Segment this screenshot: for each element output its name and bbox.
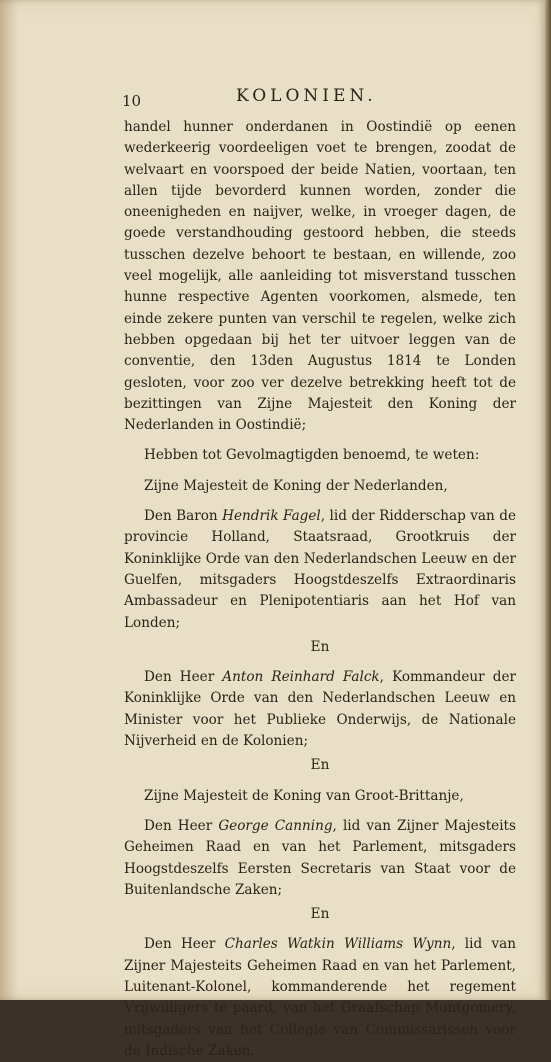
running-title: KOLONIEN. xyxy=(236,86,377,106)
page-edge xyxy=(545,0,551,1000)
text-run: Den Baron xyxy=(144,508,223,525)
page-gutter-shadow xyxy=(0,0,18,1000)
conjunction-en: En xyxy=(310,638,330,655)
text-run: Den Heer xyxy=(144,936,225,953)
conjunction-en: En xyxy=(310,757,330,774)
paragraph-wynn xyxy=(124,934,516,1062)
person-name-canning: George Canning xyxy=(218,817,333,834)
paragraph-fagel xyxy=(124,506,516,634)
text-run: Den Heer xyxy=(144,669,223,686)
text-run: , lid van Zijner Majesteits Geheimen Raad en van het Parlement, Luitenant-Kolonel, kommanderende het regement Vrijwilligers te paard, van het Graafschap Montgomery, mitsgaders van het Collegie van Commissarissen voor de Indische Zaken. xyxy=(124,936,516,1059)
paragraph-preamble: handel hunner onderdanen in Oostindië op eenen wederkeerig voordeeligen voet te brengen, zoodat de welvaart en voorspoed der beide Natien, voortaan, ten allen tijde bevorderd kunnen worden, zonder die oneenigheden en naijver, welke, in vroeger dagen, de goede verstandhouding gestoord hebben, die steeds tusschen dezelve behoort te bestaan, en willende, zoo veel mogelijk, alle aanleiding tot misverstand tusschen hunne respective Agenten voorkomen, alsmede, ten einde zekere punten van verschil te regelen, welke zich hebben opgedaan bij het ter uitvoer leggen van de conventie, den 13den Augustus 1814 te Londen gesloten, voor zoo ver dezelve betrekking heeft tot de bezittingen van Zijne Majesteit den Koning der Nederlanden in Oostindië; xyxy=(124,119,516,434)
paragraph-king-britain: Zijne Majesteit de Koning van Groot-Brittanje, xyxy=(144,787,464,804)
text-run: , Kommandeur der Koninklijke Orde van den Nederlandschen Leeuw en Minister voor het Publieke Onderwijs, de Nationale Nijverheid en de Kolonien; xyxy=(124,669,516,750)
person-name-falck: Anton Reinhard Falck xyxy=(222,669,380,686)
paragraph-plenipotentiaries: Hebben tot Gevolmagtigden benoemd, te weten: xyxy=(144,447,480,464)
paragraph-king-netherlands: Zijne Majesteit de Koning der Nederlanden, xyxy=(144,477,448,494)
conjunction-en: En xyxy=(310,906,330,923)
text-run: , lid van Zijner Majesteits Geheimen Raad en van het Parlement, mitsgaders Hoogstdeszelfs Eersten Secretaris van Staat voor de Buitenlandsche Zaken; xyxy=(124,817,516,898)
text-run: Den Heer xyxy=(144,817,219,834)
page-header xyxy=(0,86,545,108)
body-text xyxy=(124,117,516,1062)
person-name-fagel: Hendrik Fagel xyxy=(222,508,321,525)
paragraph-canning xyxy=(124,816,516,901)
text-run: , lid der Ridderschap van de provincie Holland, Staatsraad, Grootkruis der Koninklijke Orde van den Nederlandschen Leeuw en der Guelfen, mitsgaders Hoogstdeszelfs Extraordinaris Ambassadeur en Plenipotentiaris aan het Hof van Londen; xyxy=(124,508,516,631)
paragraph-falck xyxy=(124,667,516,752)
person-name-wynn: Charles Watkin Williams Wynn xyxy=(224,936,452,953)
page-number: 10 xyxy=(122,92,142,110)
